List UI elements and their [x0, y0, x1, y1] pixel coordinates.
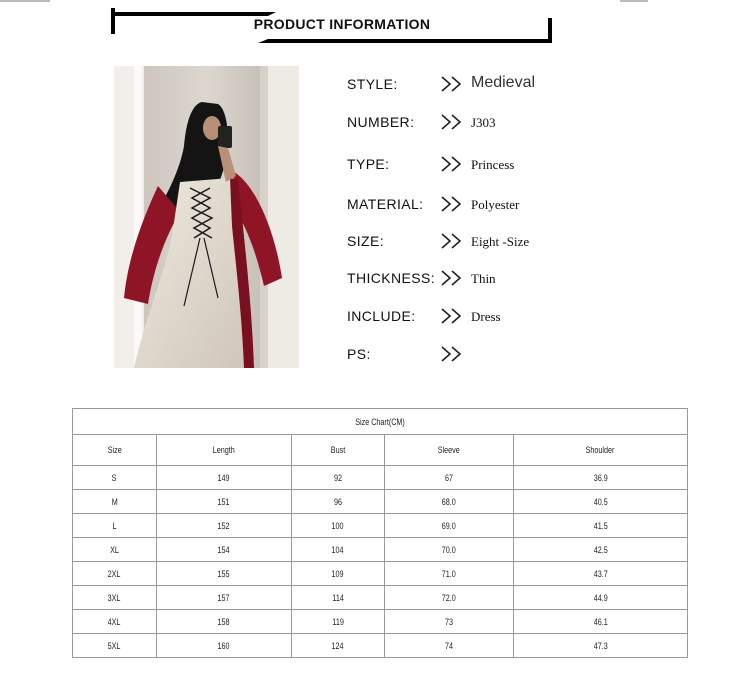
double-chevron-icon — [441, 156, 463, 172]
top-right-divider — [620, 0, 648, 2]
spec-value: Princess — [471, 157, 515, 172]
cell-shoulder: 43.7 — [514, 562, 688, 586]
double-chevron-icon — [441, 196, 463, 212]
spec-label: MATERIAL: — [347, 196, 424, 212]
cell-sleeve: 74 — [385, 634, 514, 658]
spec-row-number — [347, 110, 647, 134]
table-row — [73, 490, 688, 514]
cell-sleeve: 69.0 — [385, 514, 514, 538]
spec-value: Thin — [471, 271, 496, 286]
spec-row-material — [347, 192, 647, 216]
cell-length: 155 — [157, 562, 292, 586]
column-header-shoulder: Shoulder — [514, 435, 688, 466]
size-chart-caption: Size Chart(CM) — [73, 409, 688, 435]
cell-shoulder: 44.9 — [514, 586, 688, 610]
cell-sleeve: 68.0 — [385, 490, 514, 514]
column-header-length: Length — [157, 435, 292, 466]
table-row — [73, 634, 688, 658]
double-chevron-icon — [441, 76, 463, 92]
table-row — [73, 538, 688, 562]
table-row — [73, 466, 688, 490]
cell-bust: 92 — [292, 466, 385, 490]
cell-sleeve: 67 — [385, 466, 514, 490]
cell-bust: 100 — [292, 514, 385, 538]
cell-length: 154 — [157, 538, 292, 562]
spec-value: Polyester — [471, 197, 520, 212]
double-chevron-icon — [441, 346, 463, 362]
cell-size: M — [73, 490, 157, 514]
cell-length: 160 — [157, 634, 292, 658]
cell-bust: 109 — [292, 562, 385, 586]
cell-shoulder: 42.5 — [514, 538, 688, 562]
cell-size: 5XL — [73, 634, 157, 658]
cell-size: 4XL — [73, 610, 157, 634]
double-chevron-icon — [441, 270, 463, 286]
cell-bust: 104 — [292, 538, 385, 562]
spec-label: TYPE: — [347, 156, 390, 172]
cell-length: 151 — [157, 490, 292, 514]
table-row — [73, 610, 688, 634]
spec-value: Medieval — [471, 74, 536, 91]
cell-sleeve: 73 — [385, 610, 514, 634]
cell-bust: 119 — [292, 610, 385, 634]
page-title: PRODUCT INFORMATION — [253, 16, 431, 32]
cell-bust: 114 — [292, 586, 385, 610]
size-chart-table — [72, 408, 688, 658]
spec-row-size — [347, 229, 647, 253]
column-header-sleeve: Sleeve — [385, 435, 514, 466]
cell-length: 157 — [157, 586, 292, 610]
header-banner — [108, 4, 558, 46]
cell-size: S — [73, 466, 157, 490]
cell-shoulder: 47.3 — [514, 634, 688, 658]
double-chevron-icon — [441, 308, 463, 324]
cell-shoulder: 41.5 — [514, 514, 688, 538]
cell-sleeve: 71.0 — [385, 562, 514, 586]
spec-row-include — [347, 304, 647, 328]
spec-value: J303 — [471, 115, 496, 130]
spec-row-thickness — [347, 266, 647, 290]
double-chevron-icon — [441, 233, 463, 249]
cell-bust: 124 — [292, 634, 385, 658]
top-left-divider — [0, 0, 50, 2]
spec-label: NUMBER: — [347, 114, 415, 130]
table-row — [73, 586, 688, 610]
spec-row-style — [347, 72, 647, 96]
column-header-size: Size — [73, 435, 157, 466]
cell-size: L — [73, 514, 157, 538]
cell-size: 2XL — [73, 562, 157, 586]
cell-sleeve: 72.0 — [385, 586, 514, 610]
cell-length: 158 — [157, 610, 292, 634]
spec-label: SIZE: — [347, 233, 385, 249]
spec-value: Eight -Size — [471, 234, 530, 249]
table-header-row — [73, 435, 688, 466]
spec-label: THICKNESS: — [347, 270, 436, 286]
spec-label: INCLUDE: — [347, 308, 416, 324]
cell-length: 152 — [157, 514, 292, 538]
cell-shoulder: 36.9 — [514, 466, 688, 490]
cell-sleeve: 70.0 — [385, 538, 514, 562]
spec-label: STYLE: — [347, 76, 398, 92]
spec-label: PS: — [347, 346, 371, 362]
table-row — [73, 562, 688, 586]
spec-value: Dress — [471, 309, 501, 324]
column-header-bust: Bust — [292, 435, 385, 466]
cell-length: 149 — [157, 466, 292, 490]
cell-bust: 96 — [292, 490, 385, 514]
product-photo — [114, 66, 299, 368]
cell-size: 3XL — [73, 586, 157, 610]
spec-row-type — [347, 152, 647, 176]
table-row — [73, 514, 688, 538]
dress-photo-illustration — [114, 66, 299, 368]
spec-row-ps — [347, 342, 647, 366]
cell-shoulder: 46.1 — [514, 610, 688, 634]
cell-shoulder: 40.5 — [514, 490, 688, 514]
cell-size: XL — [73, 538, 157, 562]
double-chevron-icon — [441, 114, 463, 130]
